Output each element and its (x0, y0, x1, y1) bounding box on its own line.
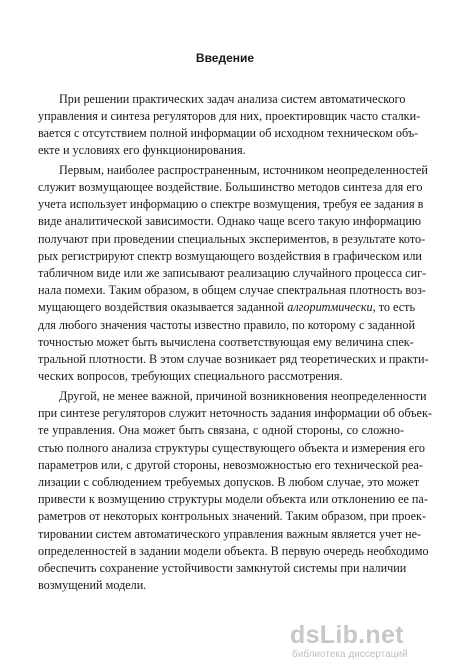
text-line: Первым, наиболее распространенным, источником неопределенностей (59, 163, 428, 177)
text-line: вается с отсутствием полной информации об исходном техническом объ- (38, 126, 419, 140)
text-line: получают при проведении специальных экспериментов, в результате кото- (38, 232, 426, 246)
text-line: при синтезе регуляторов служит неточность задания информации об объек- (38, 406, 432, 420)
text-line: служит возмущающее воздействие. Большинство методов синтеза для его (38, 180, 423, 194)
text-line: учета использует информацию о спектре возмущения, требуя ее задания в (38, 197, 424, 211)
text-line: определенностей в задании модели объекта. В первую очередь необходимо (38, 544, 429, 558)
watermark (290, 622, 440, 662)
text-line: табличном виде или же записывают реализацию случайного процесса сиг- (38, 266, 427, 280)
italic-term: алгоритмически (287, 300, 373, 314)
text-line: для любого значения частоты известно правило, по которому с заданной (38, 318, 415, 332)
text-line: возмущений модели. (38, 578, 147, 592)
text-line: тировании систем автоматического управления важным является учет не- (38, 527, 422, 541)
text-line: ческих вопросов, требующих специального рассмотрения. (38, 369, 343, 383)
text-line: екте и условиях его функционирования. (38, 143, 246, 157)
watermark-subtitle: библиотека диссертаций (292, 649, 408, 660)
watermark-logo: dsLib.net (290, 621, 404, 649)
text-line: управления и синтеза регуляторов для них, проектировщик часто сталки- (38, 109, 421, 123)
text-line (38, 300, 416, 315)
text-line: рых регистрируют спектр возмущающего воздействия в графическом или (38, 249, 422, 263)
text-line: Другой, не менее важной, причиной возникновения неопределенности (59, 389, 427, 403)
text-line: виде аналитической зависимости. Однако чаще всего такую информацию (38, 214, 422, 228)
page-title: Введение (195, 51, 255, 65)
text-line: раметров от некоторых контрольных значений. Таким образом, при проек- (38, 509, 427, 523)
text-line: привести к возмущению структуры модели объекта или отклонению ее па- (38, 492, 428, 506)
text-line: обеспечить сохранение устойчивости замкнутой системы при наличии (38, 561, 407, 575)
text-line: стью полного анализа структуры существующего объекта и измерения его (38, 441, 426, 455)
text-line: параметров или, с другой стороны, невозможностью его технической реа- (38, 458, 423, 472)
text-line: тральной плотности. В этом случае возникает ряд теоретических и практи- (38, 352, 429, 366)
text-line: нала помехи. Таким образом, в общем случае спектральная плотность воз- (38, 283, 426, 297)
text-segment: мущающего воздействия оказывается заданной (38, 300, 288, 314)
text-line: При решении практических задач анализа систем автоматического (59, 92, 406, 106)
text-line: точностью может быть вычислена соответствующая ему величина спек- (38, 335, 414, 349)
text-line: те управления. Она может быть связана, с одной стороны, со сложно- (38, 423, 404, 437)
text-line: лизации с соблюдением требуемых допусков. В любом случае, это может (38, 475, 420, 489)
text-segment: , то есть (372, 300, 416, 314)
